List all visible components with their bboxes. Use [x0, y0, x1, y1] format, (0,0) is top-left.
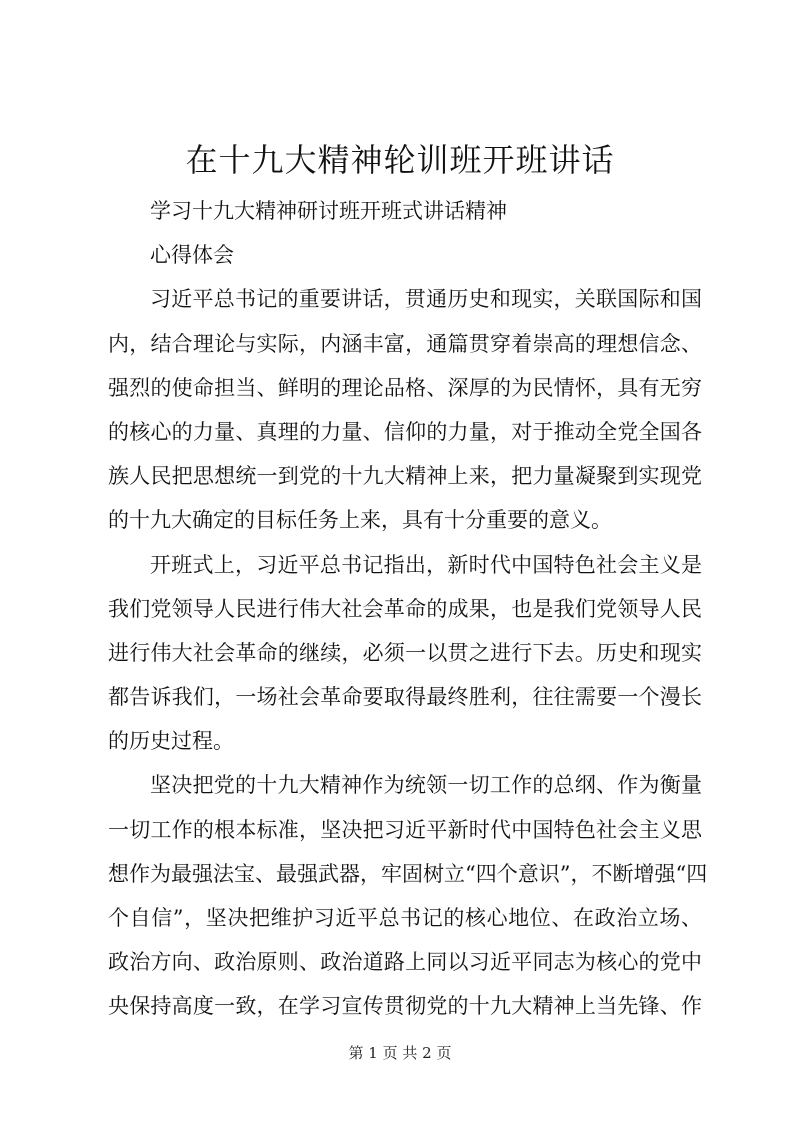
text-line: 我们党领导人民进行伟大社会革命的成果，也是我们党领导人民	[108, 596, 702, 621]
text-line: 内，结合理论与实际，内涵丰富，通篇贯穿着崇高的理想信念、	[108, 331, 702, 356]
text-line: 个自信”，坚决把维护习近平总书记的核心地位、在政治立场、	[108, 906, 702, 930]
text-line: 强烈的使命担当、鲜明的理论品格、深厚的为民情怀，具有无穷	[108, 375, 702, 400]
page-number-footer: 第 1 页 共 2 页	[348, 1044, 452, 1062]
text-line: 央保持高度一致，在学习宣传贯彻党的十九大精神上当先锋、作	[108, 994, 702, 1019]
text-line: 政治方向、政治原则、政治道路上同以习近平同志为核心的党中	[108, 950, 702, 975]
text-line: 坚决把党的十九大精神作为统领一切工作的总纲、作为衡量	[150, 773, 702, 798]
text-line: 的十九大确定的目标任务上来，具有十分重要的意义。	[108, 508, 612, 533]
text-line: 想作为最强法宝、最强武器，牢固树立“四个意识”，不断增强“四	[108, 861, 708, 886]
text-line: 学习十九大精神研讨班开班式讲话精神	[150, 199, 507, 223]
text-line: 进行伟大社会革命的继续，必须一以贯之进行下去。历史和现实	[108, 640, 702, 665]
text-line: 习近平总书记的重要讲话，贯通历史和现实，关联国际和国	[150, 287, 702, 312]
text-line: 心得体会	[150, 243, 234, 268]
text-line: 的核心的力量、真理的力量、信仰的力量，对于推动全党全国各	[108, 419, 702, 444]
document-title: 在十九大精神轮训班开班讲话	[185, 141, 615, 179]
text-line: 开班式上，习近平总书记指出，新时代中国特色社会主义是	[150, 552, 702, 577]
document-body	[108, 189, 708, 1029]
text-line: 族人民把思想统一到党的十九大精神上来，把力量凝聚到实现党	[108, 464, 702, 489]
text-line: 的历史过程。	[108, 729, 234, 754]
text-line: 一切工作的根本标准，坚决把习近平新时代中国特色社会主义思	[108, 817, 702, 842]
text-line: 都告诉我们，一场社会革命要取得最终胜利，往往需要一个漫长	[108, 685, 702, 710]
